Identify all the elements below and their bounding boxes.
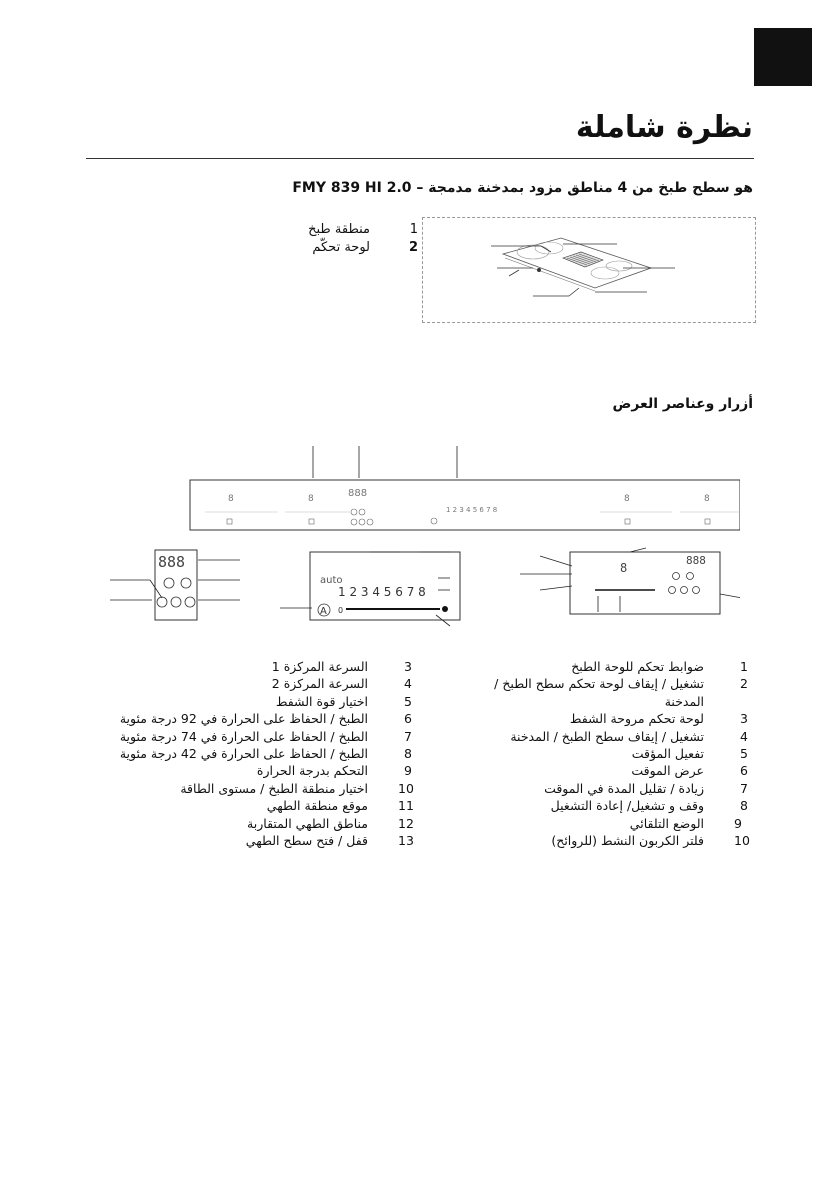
part-label: منطقة طبخ (308, 222, 370, 237)
hob-overview-diagram (422, 217, 756, 323)
callout-lines (313, 446, 457, 478)
zone-buttons (669, 573, 700, 594)
legend-list-right: ضوابط تحكم للوحة الطبخ 1 تشغيل / إيقاف لوحة تحكم سطح الطبخ / 2 المدخنة لوحة تحكم مروحة الشفط 3 تشغيل / إيقاف سطح الطبخ / المدخنة 4 تفعيل المؤقت 5 عرض الموقت 6 زيادة / تقليل المدة في الموقت 7 وقف و تشغيل/ إعادة التشغيل 8 الوضع التلقائي 9 فلتر الكربون النشط (للروائح) 10 (494, 659, 750, 848)
page-title: نظرة شاملة (575, 110, 753, 145)
part-label: لوحة تحكّم (312, 240, 370, 255)
zone-display-zoom: 8 (620, 561, 628, 575)
power-scale-zoom: 1 2 3 4 5 6 7 8 (338, 585, 426, 599)
timer-display: 888 (348, 488, 368, 499)
slider-end (442, 606, 448, 612)
auto-button: A (320, 606, 327, 617)
legend-list-left: السرعة المركزة 1 3 السرعة المركزة 2 4 اختيار قوة الشفط 5 الطبخ / الحفاظ على الحرارة في 92 درجة مئوية 6 الطبخ / الحفاظ على الحرارة في 74 درجة مئوية 7 الطبخ / الحفاظ على الحرارة في 42 درجة مئوية 8 التحكم بدرجة الحرارة 9 اختيار منطقة الطبخ / مستوى الطاقة 10 موقع منطقة الطهي 11 مناطق الطهي المتقاربة 12 قفل / فتح سطح الطهي 13 (119, 659, 414, 848)
control-dot (537, 268, 541, 272)
zero-mark: 0 (338, 606, 344, 615)
cooking-zone (591, 267, 619, 279)
timer-display-zoom: 888 (686, 554, 706, 567)
title-divider (86, 158, 754, 159)
auto-label: auto (320, 575, 343, 586)
cooking-zone (517, 245, 549, 259)
cooking-zone (606, 261, 632, 271)
zone-display: 8 (624, 494, 630, 504)
parts-list (300, 222, 418, 262)
part-num: 2 (408, 240, 418, 255)
timer-buttons (157, 578, 195, 607)
zone-display: 8 (228, 494, 234, 504)
part-num: 1 (409, 222, 418, 237)
timer-display-zoom: 888 (158, 553, 186, 571)
leader-lines (491, 244, 675, 296)
zone-leaders (520, 548, 740, 612)
full-control-strip (190, 480, 740, 530)
zone-display: 8 (704, 494, 710, 504)
control-panel-diagram (100, 440, 740, 640)
zone-display: 8 (308, 494, 314, 504)
product-subtitle: FMY 839 HI 2.0 – هو سطح طبخ من 4 مناطق مزود بمدخنة مدمجة (292, 180, 753, 196)
power-scale: 1 2 3 4 5 6 7 8 (446, 506, 498, 514)
section-title: أزرار وعناصر العرض (612, 396, 753, 412)
chapter-tab (754, 28, 812, 86)
hob-illustration (423, 218, 755, 322)
